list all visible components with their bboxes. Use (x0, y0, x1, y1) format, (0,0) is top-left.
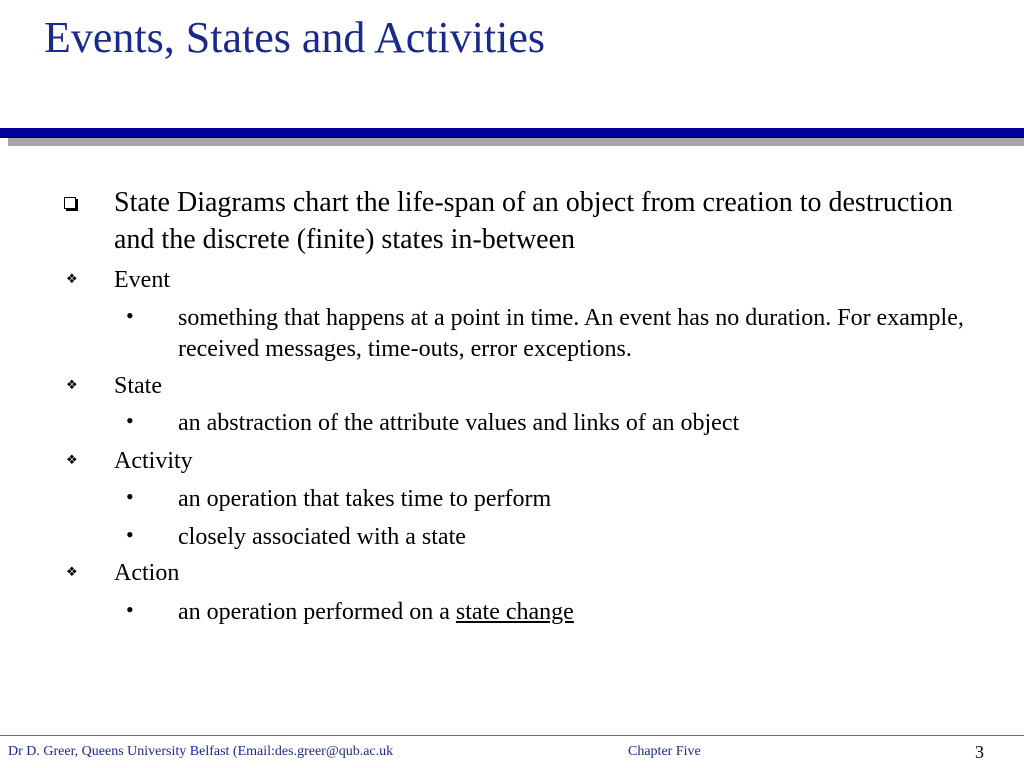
diamond-icon: ❖ (66, 565, 78, 580)
bullet-icon: • (126, 303, 134, 328)
item-state-detail-text: an abstraction of the attribute values and links of an object (178, 410, 740, 436)
bullet-icon: • (126, 408, 134, 433)
item-state-label: State (114, 373, 162, 399)
bullet-icon: • (126, 597, 134, 622)
state-change-link[interactable]: state change (455, 599, 574, 625)
title-rule (0, 128, 1024, 137)
item-event-label: Event (114, 267, 170, 293)
page-number: 3 (975, 742, 984, 762)
bullet-icon: • (126, 484, 134, 509)
item-activity-label: Activity (114, 448, 193, 474)
main-point-text: State Diagrams chart the life-span of an object from creation to destruction and the discrete (finite) states in-between (114, 187, 953, 255)
item-action-detail-text (178, 597, 978, 628)
checkbox-icon (64, 197, 76, 209)
footer-rule (0, 735, 1024, 736)
footer-author: Dr D. Greer, Queens University Belfast (Email:des.greer@qub.ac.uk (8, 744, 394, 759)
item-event-detail-text: something that happens at a point in time. An event has no duration. For example, received messages, time-outs, error exceptions. (178, 305, 964, 362)
item-action-label: Action (114, 560, 180, 586)
title-rule-edge (0, 137, 1024, 138)
diamond-icon: ❖ (66, 272, 78, 287)
item-activity-detail-text-2: closely associated with a state (178, 524, 466, 550)
diamond-icon: ❖ (66, 453, 78, 468)
item-activity-detail-text-1: an operation that takes time to perform (178, 486, 552, 512)
item-action-detail-prefix: an operation performed on a (178, 599, 456, 625)
slide-title: Events, States and Activities (44, 13, 546, 62)
bullet-icon: • (126, 522, 134, 547)
footer-chapter: Chapter Five (628, 744, 701, 759)
diamond-icon: ❖ (66, 378, 78, 393)
